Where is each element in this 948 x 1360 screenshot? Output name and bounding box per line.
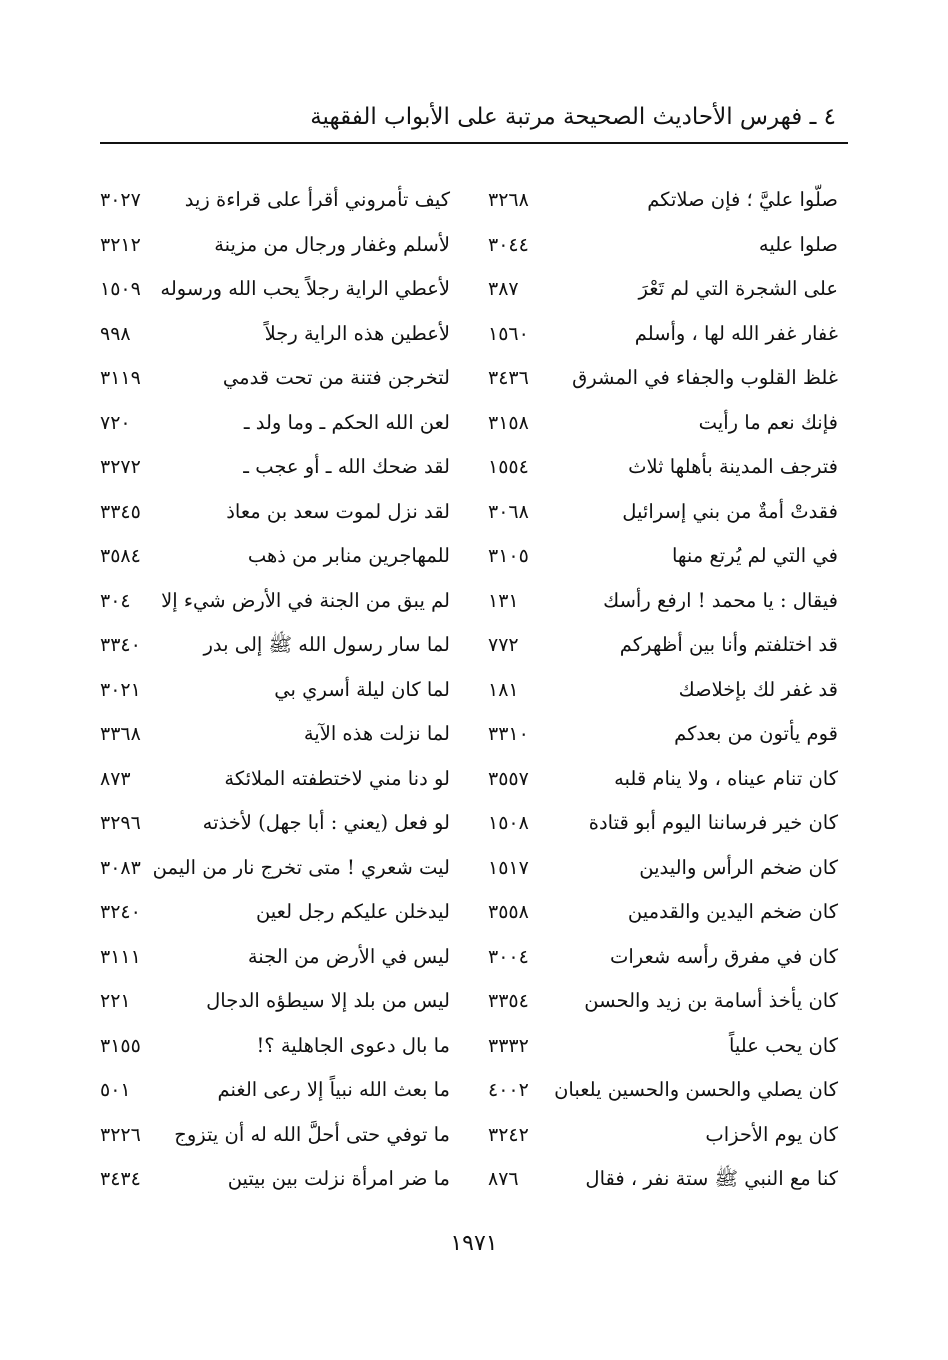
page-number: ١٩٧١ (450, 1231, 498, 1256)
entry-text-right: كنا مع النبي ﷺ ستة نفر ، فقال (585, 1167, 838, 1190)
entry-number-left: ٣١١١ (100, 945, 141, 968)
entry-number-right: ١٥٠٨ (488, 812, 529, 834)
page-title: ٤ ـ فهرس الأحاديث الصحيحة مرتبة على الأبواب الفقهية (310, 104, 836, 130)
entry-number-right: ٣٢٦٨ (488, 189, 529, 211)
entry-text-left: ما توفي حتى أحلَّ الله له أن يتزوج (174, 1122, 450, 1146)
index-row (0, 267, 948, 312)
entry-text-right: كان يحب علياً (728, 1033, 838, 1057)
entry-text-right: كان في مفرق رأسه شعرات (609, 944, 838, 968)
entry-number-left: ٣٥٨٤ (100, 545, 141, 567)
entry-text-right: قوم يأتون من بعدكم (674, 722, 838, 745)
page-header (100, 96, 848, 144)
entry-number-left: ٥٠١ (100, 1079, 131, 1101)
entry-text-right: كان تنام عيناه ، ولا ينام قلبه (614, 766, 838, 790)
entry-number-right: ٣٥٥٨ (488, 901, 529, 923)
index-row (0, 668, 948, 713)
entry-text-right: صلوا عليه (758, 232, 838, 256)
index-row (0, 890, 948, 935)
index-row (0, 1157, 948, 1202)
entry-number-left: ٣٠٢٧ (100, 189, 141, 211)
entry-text-right: كان ضخم اليدين والقدمين (627, 900, 838, 923)
entry-number-left: ٣٠٨٣ (100, 856, 141, 879)
entry-number-right: ٣٥٥٧ (488, 767, 529, 790)
index-row (0, 1068, 948, 1113)
entry-text-left: ما ضر امرأة نزلت بين بيتين (227, 1167, 450, 1190)
index-row (0, 223, 948, 268)
entry-number-left: ٣٣٤٠ (100, 634, 141, 656)
entry-text-left: لقد نزل لموت سعد بن معاذ (226, 499, 450, 523)
entry-text-left: لما سار رسول الله ﷺ إلى بدر (203, 633, 450, 656)
entry-text-left: كيف تأمروني أقرأ على قراءة زيد (184, 188, 450, 211)
index-row (0, 579, 948, 624)
entry-number-left: ٣٢٢٦ (100, 1123, 141, 1146)
entry-text-right: غفار غفر الله لها ، وأسلم (634, 321, 838, 345)
entry-number-left: ٣٢٩٦ (100, 812, 141, 834)
entry-text-right: صلّوا عليَّ ؛ فإن صلاتكم (647, 188, 838, 211)
entry-number-left: ٣٠٤ (100, 589, 131, 612)
entry-number-right: ١٣١ (488, 589, 519, 612)
entry-number-left: ٩٩٨ (100, 322, 131, 345)
entry-number-right: ٣٢٤٢ (488, 1123, 529, 1146)
entry-text-right: غلظ القلوب والجفاء في المشرق (572, 366, 838, 389)
entry-number-right: ٣٠٤٤ (488, 233, 529, 256)
entry-number-left: ٣٣٦٨ (100, 723, 141, 745)
entry-number-right: ١٥٦٠ (488, 322, 529, 345)
index-row (0, 1113, 948, 1158)
entry-number-right: ٣٠٦٨ (488, 500, 529, 523)
index-row (0, 712, 948, 757)
entry-text-left: ليس من بلد إلا سيطؤه الدجال (206, 989, 450, 1012)
entry-text-right: في التي لم يُرتع منها (671, 544, 838, 567)
entry-number-right: ٣٨٧ (488, 278, 519, 300)
entry-number-right: ١٥١٧ (488, 856, 529, 879)
index-row (0, 757, 948, 802)
index-row (0, 935, 948, 980)
entry-text-right: قد اختلفتم وأنا بين أظهركم (619, 633, 838, 656)
entry-text-right: كان ضخم الرأس واليدين (639, 855, 838, 879)
entry-text-left: لما كان ليلة أسري بي (274, 677, 450, 701)
entry-number-right: ٣١٠٥ (488, 545, 529, 567)
index-row (0, 534, 948, 579)
entry-text-left: لقد ضحك الله ـ أو عجب ـ (243, 455, 450, 478)
entry-text-left: لعن الله الحكم ـ وما ولد ـ (243, 410, 450, 434)
entry-number-right: ٨٧٦ (488, 1168, 519, 1190)
entry-number-left: ٣٤٣٤ (100, 1168, 141, 1190)
entry-text-right: فيقال : يا محمد ! ارفع رأسك (603, 588, 838, 612)
entry-number-left: ٢٢١ (100, 990, 131, 1012)
entry-number-right: ١٨١ (488, 678, 519, 701)
index-row (0, 401, 948, 446)
index-row (0, 490, 948, 535)
entry-text-left: لأعطين هذه الراية رجلاً (264, 321, 450, 345)
entry-text-left: لو دنا مني لاختطفته الملائكة (224, 766, 450, 790)
entry-number-right: ١٥٥٤ (488, 456, 529, 478)
entry-text-left: لأعطي الراية رجلاً يحب الله ورسوله (160, 277, 450, 300)
entry-number-left: ٣٢١٢ (100, 233, 141, 256)
entry-text-left: لم يبق من الجنة في الأرض شيء إلا (161, 588, 450, 612)
entry-text-right: قد غفر لك بإخلاصك (678, 677, 838, 701)
entry-number-left: ٧٢٠ (100, 411, 131, 434)
hadith-index-table (0, 178, 948, 1202)
index-row (0, 356, 948, 401)
index-row (0, 445, 948, 490)
index-row (0, 312, 948, 357)
index-row (0, 801, 948, 846)
entry-text-right: كان يوم الأحزاب (705, 1122, 838, 1146)
entry-text-left: لأسلم وغفار ورجال من مزينة (214, 232, 450, 256)
entry-number-left: ٣١٥٥ (100, 1034, 141, 1057)
entry-number-right: ٣٣٣٢ (488, 1034, 529, 1057)
index-row (0, 1024, 948, 1069)
entry-text-left: للمهاجرين منابر من ذهب (247, 544, 450, 567)
entry-text-right: كان خير فرساننا اليوم أبو قتادة (588, 811, 838, 834)
entry-text-right: فترجف المدينة بأهلها ثلاث (628, 455, 838, 478)
entry-number-right: ٣٤٣٦ (488, 367, 529, 389)
entry-text-right: كان يأخذ أسامة بن زيد والحسن (584, 989, 838, 1012)
entry-number-right: ٤٠٠٢ (488, 1079, 529, 1101)
entry-text-left: لو فعل (يعني : أبا جهل) لأخذته (202, 811, 450, 834)
entry-number-left: ١٥٠٩ (100, 278, 141, 300)
entry-text-right: فقدتْ أمةٌ من بني إسرائيل (622, 499, 838, 523)
index-row (0, 979, 948, 1024)
entry-number-right: ٣١٥٨ (488, 411, 529, 434)
entry-text-right: فإنك نعم ما رأيت (698, 410, 838, 434)
index-row (0, 623, 948, 668)
entry-text-right: كان يصلي والحسن والحسين يلعبان (554, 1078, 838, 1101)
entry-number-right: ٣٣١٠ (488, 723, 529, 745)
entry-number-right: ٧٧٢ (488, 634, 519, 656)
entry-number-left: ٣١١٩ (100, 367, 141, 389)
entry-text-left: ما بعث الله نبياً إلا رعى الغنم (217, 1078, 450, 1101)
entry-text-right: على الشجرة التي لم تَعْرَ (638, 277, 838, 300)
entry-number-left: ٣٢٤٠ (100, 901, 141, 923)
entry-number-left: ٨٧٣ (100, 767, 131, 790)
entry-number-right: ٣٣٥٤ (488, 990, 529, 1012)
entry-number-right: ٣٠٠٤ (488, 945, 529, 968)
entry-text-left: لتخرجن فتنة من تحت قدمي (222, 366, 450, 389)
entry-text-left: ليدخلن عليكم رجل لعين (255, 900, 450, 923)
entry-text-left: ليت شعري ! متى تخرج نار من اليمن (152, 855, 450, 879)
index-row (0, 178, 948, 223)
entry-number-left: ٣٣٤٥ (100, 500, 141, 523)
entry-text-left: لما نزلت هذه الآية (303, 722, 450, 745)
entry-number-left: ٣٢٧٢ (100, 456, 141, 478)
entry-text-left: ما بال دعوى الجاهلية ؟! (256, 1033, 450, 1057)
entry-number-left: ٣٠٢١ (100, 678, 141, 701)
entry-text-left: ليس في الأرض من الجنة (247, 944, 450, 968)
index-row (0, 846, 948, 891)
